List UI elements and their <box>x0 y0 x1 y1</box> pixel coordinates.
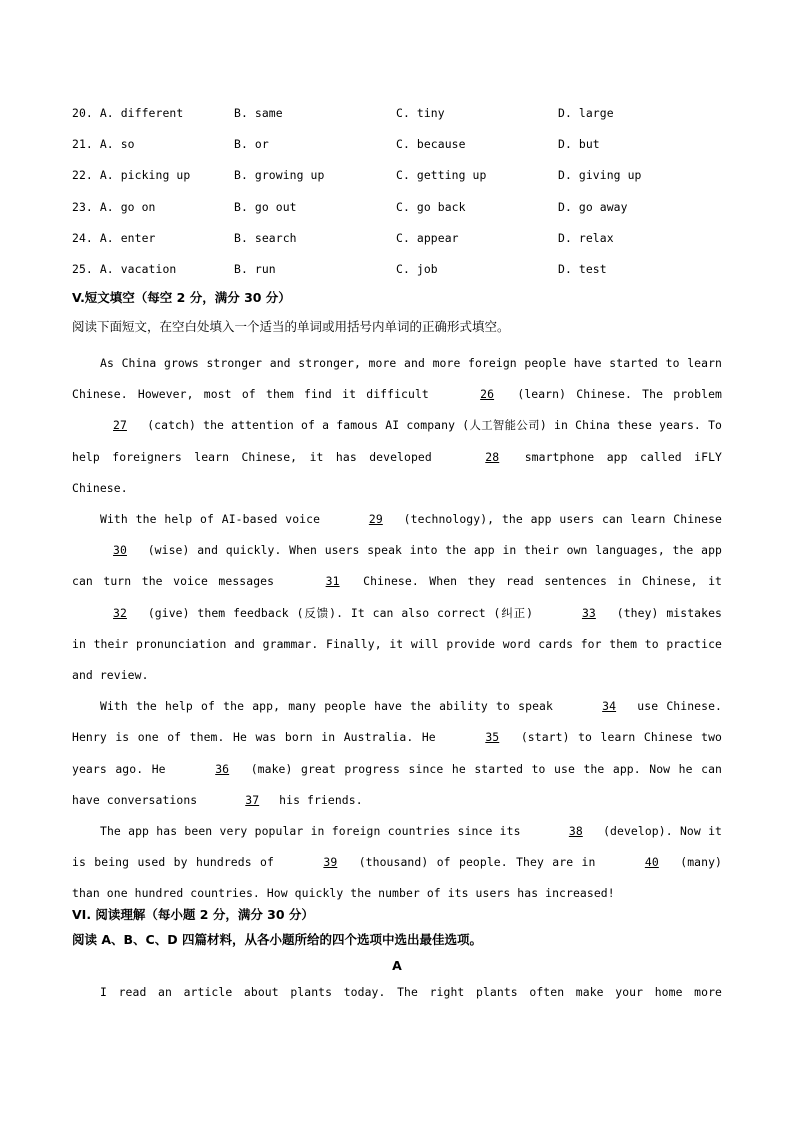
option-row-22 <box>72 168 732 199</box>
option-a <box>72 231 156 245</box>
passage-text: (many) than one hundred countries. How quickly the number of its users has increased! <box>72 855 722 901</box>
passage-text: (wise) and quickly. When users speak into the app in their own languages, the app can turn the voice messages <box>72 543 722 589</box>
option-a <box>72 106 183 120</box>
option-d: D. giving up <box>558 168 642 183</box>
option-b: B. search <box>234 230 297 245</box>
question-number: 25. <box>72 261 93 276</box>
option-c: C. getting up <box>396 168 487 183</box>
passage-text: use Chinese. Henry is one of them. He was born in Australia. He <box>72 699 723 745</box>
option-a-text: A. enter <box>99 230 156 245</box>
option-a-text: A. so <box>99 137 135 152</box>
option-b: B. growing up <box>234 168 325 183</box>
option-row-24 <box>72 231 732 262</box>
passage-text: (thousand) of people. They are in <box>350 855 604 870</box>
blank-27[interactable]: 27 <box>113 418 127 433</box>
passage-text: (they) mistakes in their pronunciation and grammar. Finally, it will provide word cards for them to practice and review. <box>72 605 722 683</box>
option-d: D. large <box>558 106 614 120</box>
blank-32[interactable]: 32 <box>113 605 127 620</box>
blank-38[interactable]: 38 <box>568 824 583 839</box>
passage-text: With the help of AI-based voice <box>100 512 328 527</box>
option-c: C. tiny <box>396 106 445 120</box>
passage-text: With the help of the app, many people have the ability to speak <box>100 699 562 714</box>
passage-text: (catch) the attention of a famous AI company (人工智能公司) in China these years. To help foreigners learn Chinese, it has developed <box>72 418 722 464</box>
passage-text: (start) to learn Chinese two years ago. He <box>72 730 722 776</box>
passage-text: smartphone app called iFLY Chinese. <box>72 449 722 495</box>
passage-text: (learn) Chinese. The problem <box>507 387 722 402</box>
option-b: B. go out <box>234 199 297 214</box>
option-c: C. appear <box>396 230 459 245</box>
option-c: C. go back <box>396 199 466 214</box>
blank-33[interactable]: 33 <box>581 605 596 620</box>
section-6-instruction: 阅读 A、B、C、D 四篇材料，从各小题所给的四个选项中选出最佳选项。 <box>72 932 482 947</box>
option-d: D. but <box>558 137 600 152</box>
section-6-title: VI. 阅读理解（每小题 2 分，满分 30 分） <box>72 907 314 922</box>
option-a-text: A. go on <box>99 199 156 214</box>
option-c: C. job <box>396 261 438 276</box>
blank-35[interactable]: 35 <box>485 730 500 745</box>
cloze-passage <box>72 348 722 910</box>
option-row-20 <box>72 106 732 137</box>
option-row-23 <box>72 200 732 231</box>
passage-paragraph-1 <box>72 348 722 504</box>
passage-text: (give) them feedback (反馈). It can also correct (纠正) <box>140 605 541 620</box>
blank-31[interactable]: 31 <box>325 574 340 589</box>
question-number: 20. <box>72 106 93 120</box>
options-table <box>72 106 732 293</box>
option-a <box>72 262 176 276</box>
question-number: 22. <box>72 168 93 183</box>
passage-text: (develop). Now it is being used by hundreds of <box>72 824 722 870</box>
option-a <box>72 137 135 151</box>
option-a-text: A. different <box>99 106 184 120</box>
passage-paragraph-3 <box>72 691 722 816</box>
blank-30[interactable]: 30 <box>113 543 127 558</box>
option-a <box>72 168 190 182</box>
passage-a-label: A <box>392 958 402 973</box>
option-b: B. or <box>234 137 269 152</box>
passage-paragraph-2 <box>72 504 722 691</box>
section-5-title: V.短文填空（每空 2 分，满分 30 分） <box>72 290 291 305</box>
blank-34[interactable]: 34 <box>602 699 617 714</box>
passage-text: (make) great progress since he started to use the app. Now he can have conversations <box>72 761 722 807</box>
passage-text: The app has been very popular in foreign countries since its <box>100 824 528 839</box>
passage-text: As China grows stronger and stronger, more and more foreign people have started to learn Chinese. However, most of them find it difficult <box>72 356 722 402</box>
option-b: B. same <box>234 106 283 120</box>
option-a-text: A. picking up <box>99 168 191 183</box>
option-row-21 <box>72 137 732 168</box>
option-a <box>72 200 156 214</box>
option-d: D. relax <box>558 230 614 245</box>
question-number: 23. <box>72 199 93 214</box>
passage-text: (technology), the app users can learn Chinese <box>395 512 722 527</box>
option-d: D. test <box>558 261 607 276</box>
section-5-instruction: 阅读下面短文，在空白处填入一个适当的单词或用括号内单词的正确形式填空。 <box>72 319 510 334</box>
option-b: B. run <box>234 261 276 276</box>
question-number: 24. <box>72 230 93 245</box>
blank-29[interactable]: 29 <box>368 512 383 527</box>
option-d: D. go away <box>558 199 628 214</box>
passage-text: Chinese. When they read sentences in Chinese, it <box>352 574 722 589</box>
blank-28[interactable]: 28 <box>485 449 500 464</box>
question-number: 21. <box>72 137 93 152</box>
blank-40[interactable]: 40 <box>644 855 659 870</box>
blank-39[interactable]: 39 <box>323 855 338 870</box>
blank-26[interactable]: 26 <box>480 387 495 402</box>
passage-text: his friends. <box>272 792 363 807</box>
passage-paragraph-4 <box>72 816 722 910</box>
option-a-text: A. vacation <box>99 261 177 276</box>
blank-37[interactable]: 37 <box>245 792 260 807</box>
blank-36[interactable]: 36 <box>215 761 230 776</box>
option-c: C. because <box>396 137 466 152</box>
reading-a-text: I read an article about plants today. The right plants often make your home more <box>100 985 722 999</box>
